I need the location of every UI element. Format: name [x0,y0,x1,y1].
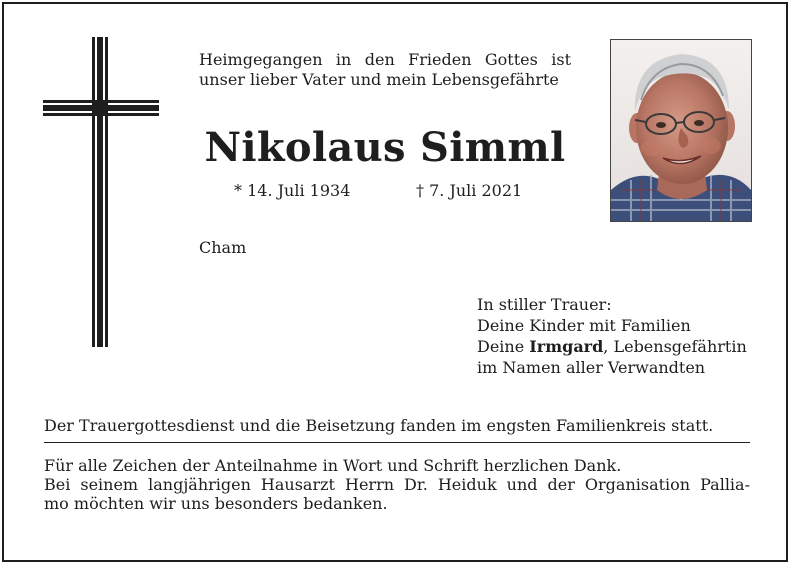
mourners-heading: In stiller Trauer: [477,295,612,314]
thanks-line-2: Bei seinem langjährigen Hausarzt Herrn Dr. Heiduk und der Organisation Pallia- [44,475,750,494]
cross-icon [43,37,159,347]
mourners-line-3: im Namen aller Verwandten [477,358,706,377]
deceased-name: Nikolaus Simml [204,124,566,171]
obituary-card [2,2,788,562]
mourners-partner-name: Irmgard [529,337,604,356]
place-name: Cham [199,238,247,257]
death-date: † 7. Juli 2021 [416,181,523,200]
intro-line-1: Heimgegangen in den Frieden Gottes ist [199,50,571,69]
intro-text [199,50,571,90]
mourners-line-2 [477,336,747,357]
mourners-line-2-suffix: , Lebensgefährtin [603,337,747,356]
thanks-line-3: mo möchten wir uns besonders bedanken. [44,494,388,513]
thanks-line-1: Für alle Zeichen der Anteilnahme in Wort und Schrift herzlichen Dank. [44,456,622,475]
divider [44,442,750,443]
portrait-photo [610,39,752,222]
service-note: Der Trauergottesdienst und die Beisetzung fanden im engsten Familienkreis statt. [44,416,714,435]
mourners-line-2-prefix: Deine [477,337,530,356]
thanks-block [44,456,750,513]
mourners-block [477,294,747,378]
birth-date: * 14. Juli 1934 [234,181,351,200]
intro-line-2: unser lieber Vater und mein Lebensgefährte [199,70,559,89]
mourners-line-1: Deine Kinder mit Familien [477,316,691,335]
